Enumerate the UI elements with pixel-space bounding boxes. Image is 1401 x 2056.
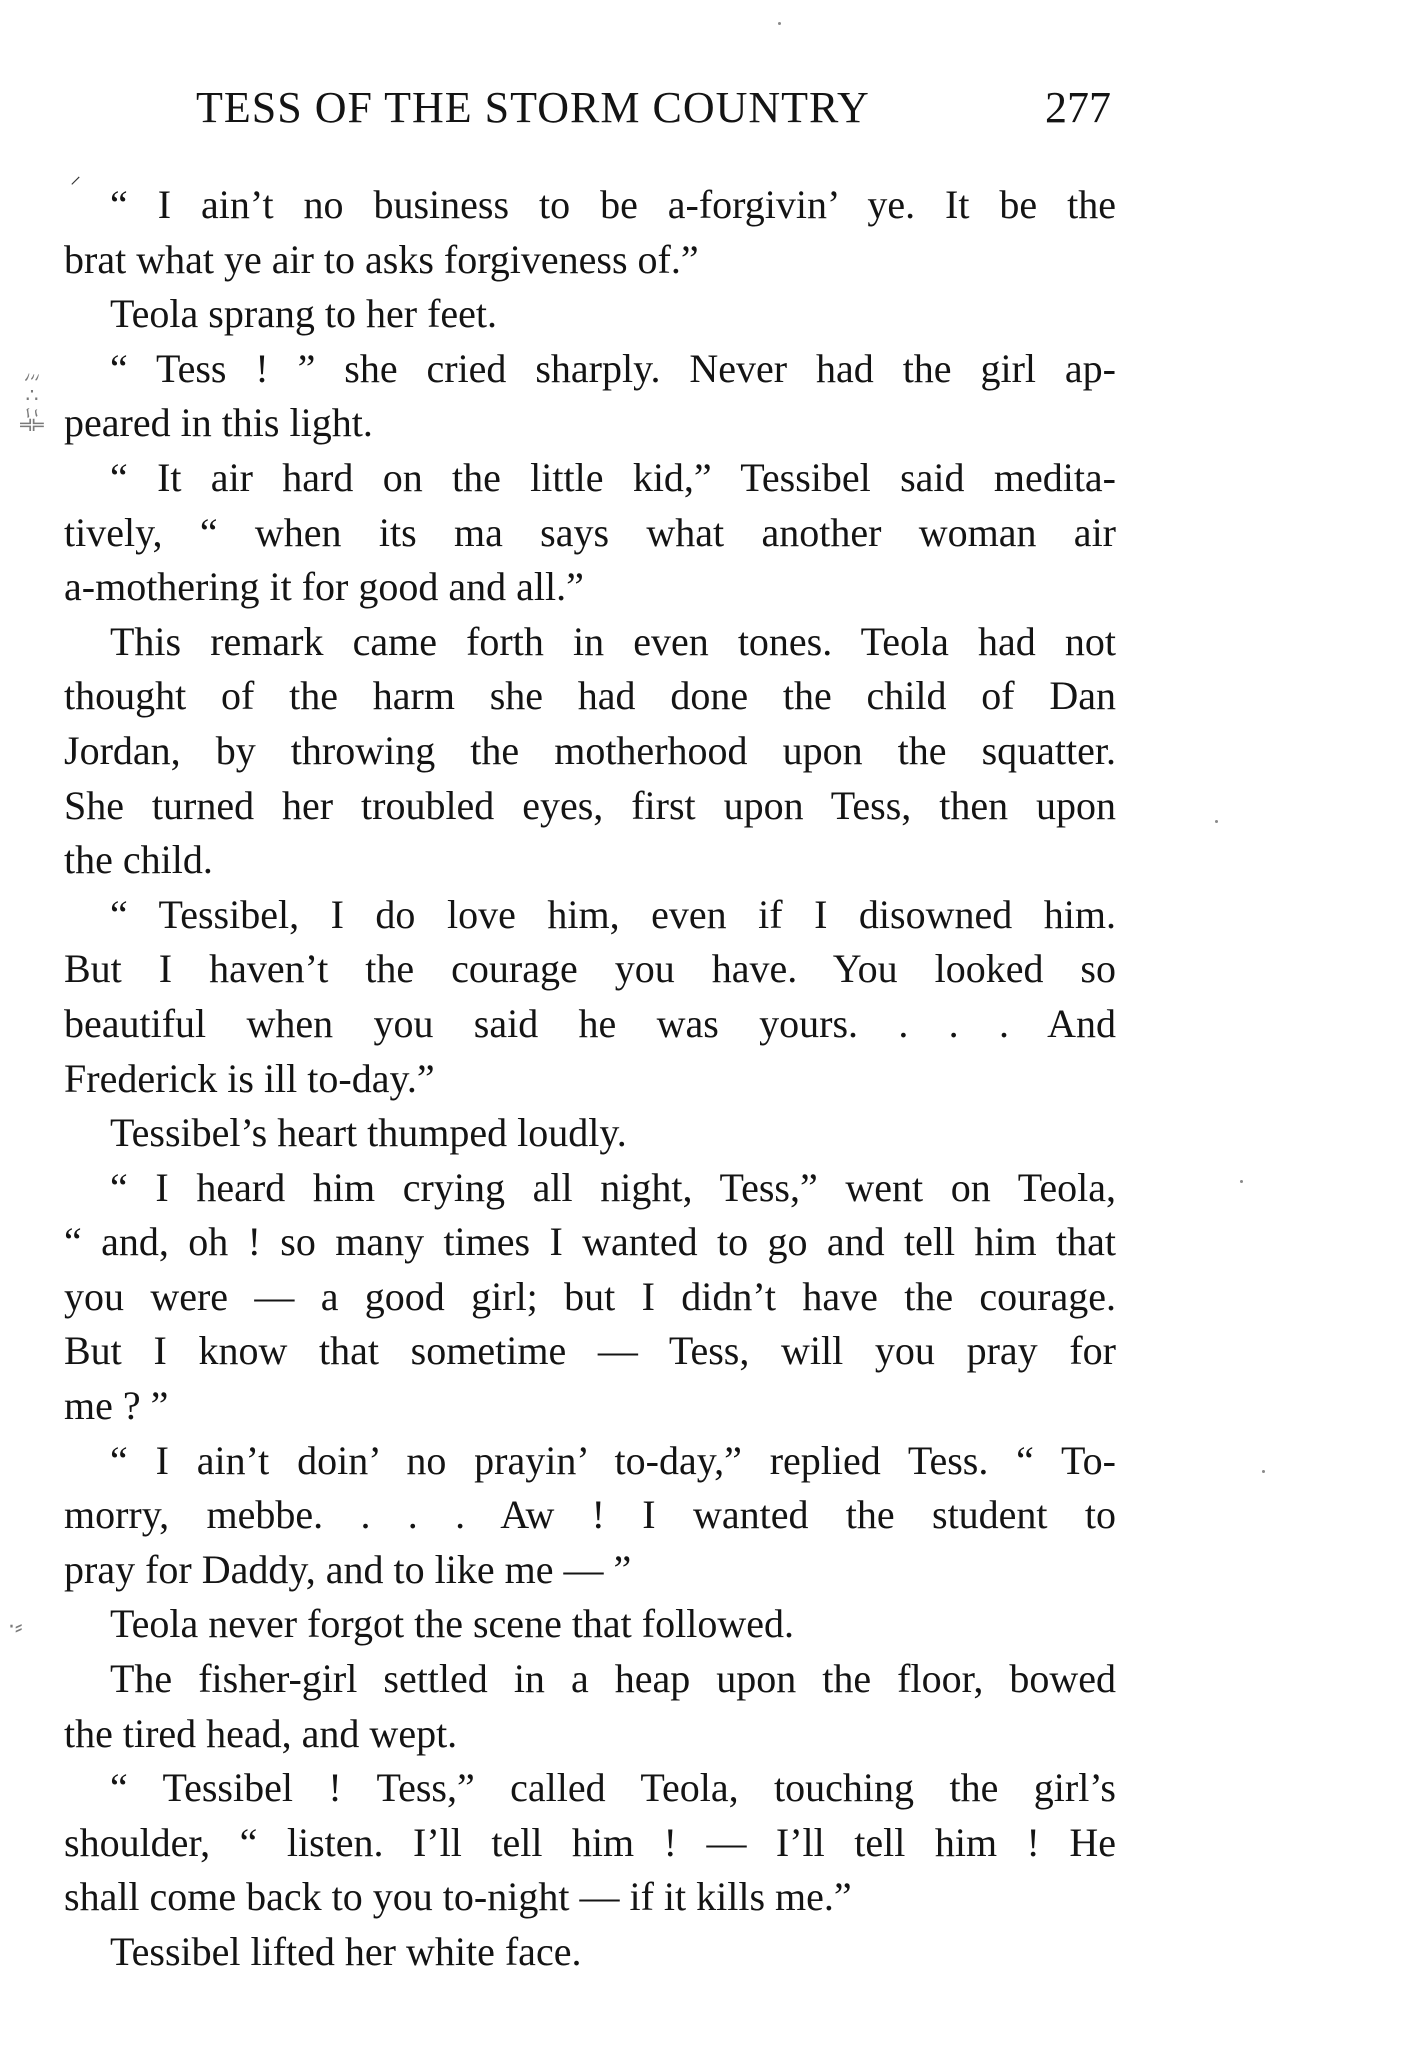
text-line: Teola never forgot the scene that followed. — [110, 1601, 794, 1647]
text-line: “ I heard him crying all night, Tess,” went on Teola, — [110, 1164, 1116, 1210]
text-line: the tired head, and wept. — [64, 1710, 458, 1756]
text-line: shall come back to you to-night — if it kills me.” — [64, 1874, 852, 1920]
text-line: The fisher-girl settled in a heap upon the floor, bowed — [110, 1656, 1116, 1702]
text-line: me ? ” — [64, 1383, 169, 1429]
paper-speck — [1262, 1470, 1265, 1473]
text-line: brat what ye air to asks forgiveness of.” — [64, 236, 699, 282]
text-line: Tessibel lifted her white face. — [110, 1929, 582, 1974]
text-line: “ Tessibel, I do love him, even if I disowned him. — [110, 891, 1116, 937]
ink-smudge: ·⸗ — [8, 1615, 23, 1640]
body-text — [64, 178, 1116, 1980]
text-line: tively, “ when its ma says what another woman air — [64, 509, 1116, 555]
text-line: pray for Daddy, and to like me — ” — [64, 1546, 632, 1592]
text-line: thought of the harm she had done the child of Dan — [64, 673, 1116, 719]
text-line: a-mothering it for good and all.” — [64, 564, 584, 610]
paper-speck — [1215, 820, 1218, 823]
text-line: “ and, oh ! so many times I wanted to go and tell him that — [64, 1219, 1116, 1265]
text-line: “ It air hard on the little kid,” Tessibel said medita- — [110, 454, 1116, 500]
text-line: peared in this light. — [64, 400, 373, 446]
text-line: beautiful when you said he was yours. . . . And — [64, 1000, 1116, 1046]
text-line: Jordan, by throwing the motherhood upon the squatter. — [64, 727, 1116, 773]
text-line: “ I ain’t doin’ no prayin’ to-day,” replied Tess. “ To- — [110, 1437, 1116, 1483]
page-header — [186, 82, 1121, 142]
text-line: “ I ain’t no business to be a-forgivin’ ye. It be the — [110, 182, 1116, 227]
text-line: you were — a good girl; but I didn’t have the courage. — [64, 1273, 1116, 1319]
text-line: the child. — [64, 837, 213, 883]
page-number: 277 — [1045, 83, 1111, 132]
text-line: She turned her troubled eyes, first upon Tess, then upon — [64, 782, 1116, 828]
text-line: Teola sprang to her feet. — [110, 291, 498, 337]
text-line: shoulder, “ listen. I’ll tell him ! — I’ll tell him ! He — [64, 1819, 1116, 1865]
paper-speck — [778, 22, 781, 25]
text-line: But I know that sometime — Tess, will you pray for — [64, 1328, 1116, 1374]
margin-flourish: ⸝ — [70, 164, 82, 189]
text-line: But I haven’t the courage you have. You looked so — [64, 946, 1116, 992]
text-line: morry, mebbe. . . . Aw ! I wanted the student to — [64, 1492, 1116, 1538]
text-line: “ Tess ! ” she cried sharply. Never had the girl ap- — [110, 345, 1116, 391]
text-line: This remark came forth in even tones. Teola had not — [110, 618, 1116, 664]
text-line: Frederick is ill to-day.” — [64, 1055, 435, 1101]
text-line: “ Tessibel ! Tess,” called Teola, touching the girl’s — [110, 1765, 1116, 1811]
library-stamp: ﾐ∴ﾆ╬ — [20, 372, 44, 433]
text-line: Tessibel’s heart thumped loudly. — [110, 1110, 627, 1156]
paper-speck — [1240, 1180, 1243, 1183]
running-title: TESS OF THE STORM COUNTRY — [196, 83, 870, 132]
